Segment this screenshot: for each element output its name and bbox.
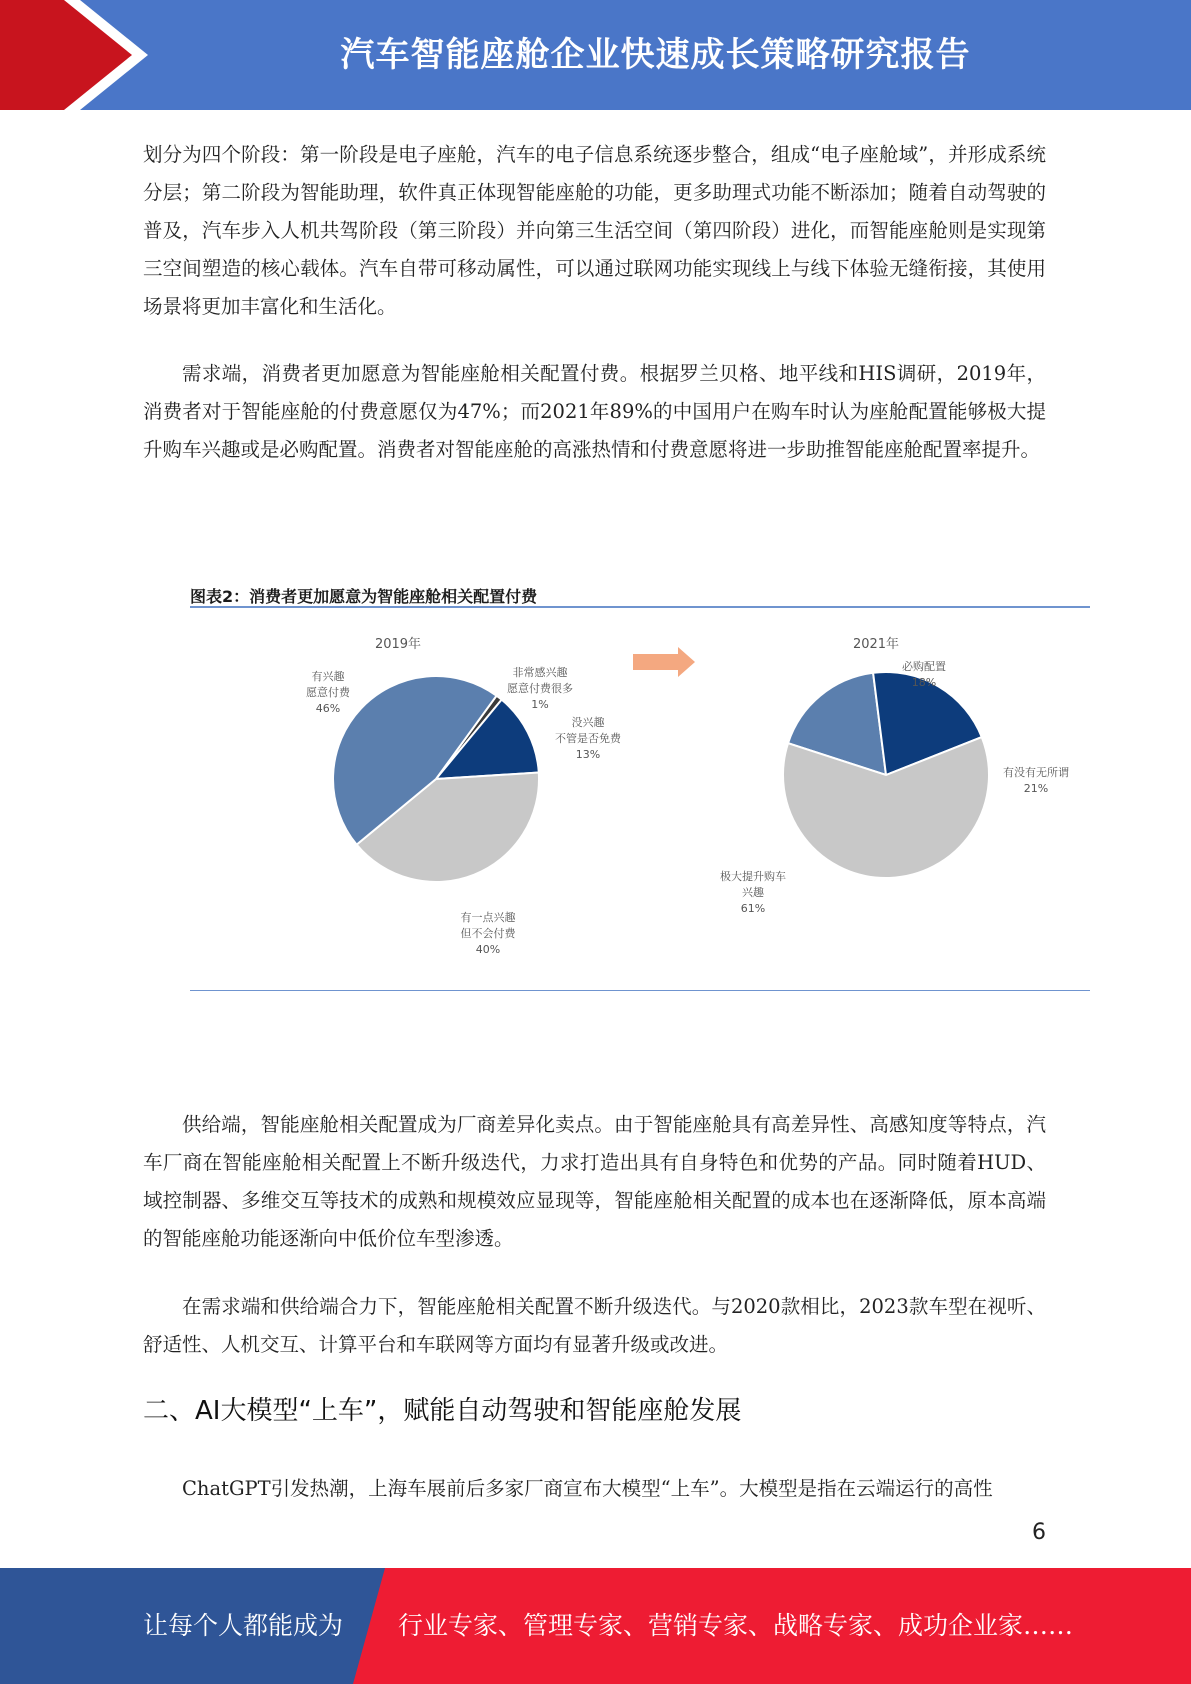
chart-2021-title: 2021年 [852, 637, 900, 652]
footer-slogan-left: 让每个人都能成为 [143, 1611, 344, 1640]
paragraph-supply: 供给端，智能座舱相关配置成为厂商差异化卖点。由于智能座舱具有高差异性、高感知度等特点，汽车厂商在智能座舱相关配置上不断升级迭代，力求打造出具有自身特色和优势的产品。同时随着HUD、域控制器、多维交互等技术的成熟和规模效应显现等，智能座舱相关配置的成本也在逐渐降低，原本高端的智能座舱功能逐渐向中低价位车型渗透。 [143, 1113, 1046, 1250]
section-heading: 二、AI大模型“上车”，赋能自动驾驶和智能座舱发展 [143, 1396, 742, 1426]
figure-willingness-to-pay [190, 570, 1090, 1000]
paragraph-demand: 需求端，消费者更加愿意为智能座舱相关配置付费。根据罗兰贝格、地平线和HIS调研，2019年，消费者对于智能座舱的付费意愿仅为47%；而2021年89%的中国用户在购车时认为座舱配置能够极大提升购车兴趣或是必购配置。消费者对智能座舱的高涨热情和付费意愿将进一步助推智能座舱配置率提升。 [143, 362, 1046, 461]
pie-0-label-1: 没兴趣不管是否免费 13% [555, 716, 621, 761]
footer-slogan-right: 行业专家、管理专家、营销专家、战略专家、成功企业家…… [398, 1611, 1074, 1640]
pie-0-label-3: 有兴趣愿意付费 46% [306, 670, 350, 715]
pie-2021 [783, 672, 989, 878]
page-footer [0, 1568, 1191, 1684]
pie-0-label-2: 有一点兴趣但不会付费 40% [460, 911, 516, 956]
pie-1-label-0: 必购配置 18% [902, 660, 946, 689]
report-title: 汽车智能座舱企业快速成长策略研究报告 [340, 35, 971, 75]
figure-top-rule [190, 606, 1090, 608]
pie-1-label-2: 极大提升购车兴趣 61% [720, 870, 786, 915]
paragraph-chatgpt: ChatGPT引发热潮，上海车展前后多家厂商宣布大模型“上车”。大模型是指在云端运行的高性 [182, 1477, 993, 1500]
right-arrow-icon [633, 647, 695, 677]
chart-2019-title: 2019年 [374, 637, 422, 652]
pie-charts [190, 610, 1090, 985]
figure-title: 图表2：消费者更加愿意为智能座舱相关配置付费 [190, 587, 538, 606]
pie-1-label-1: 有没有无所谓 21% [1003, 766, 1069, 795]
paragraph-upgrade: 在需求端和供给端合力下，智能座舱相关配置不断升级迭代。与2020款相比，2023款车型在视听、舒适性、人机交互、计算平台和车联网等方面均有显著升级或改进。 [143, 1295, 1046, 1356]
header-chevron-decoration [0, 0, 160, 110]
paragraph-stages: 划分为四个阶段：第一阶段是电子座舱，汽车的电子信息系统逐步整合，组成“电子座舱域”，并形成系统分层；第二阶段为智能助理，软件真正体现智能座舱的功能，更多助理式功能不断添加；随着自动驾驶的普及，汽车步入人机共驾阶段（第三阶段）并向第三生活空间（第四阶段）进化，而智能座舱则是实现第三空间塑造的核心载体。汽车自带可移动属性，可以通过联网功能实现线上与线下体验无缝衔接，其使用场景将更加丰富化和生活化。 [143, 143, 1046, 318]
page-number: 6 [1032, 1520, 1046, 1545]
pie-0-label-0: 非常感兴趣愿意付费很多 1% [507, 666, 573, 711]
figure-bottom-rule [190, 990, 1090, 991]
page-header [0, 0, 1191, 110]
pie-2019 [333, 676, 539, 882]
